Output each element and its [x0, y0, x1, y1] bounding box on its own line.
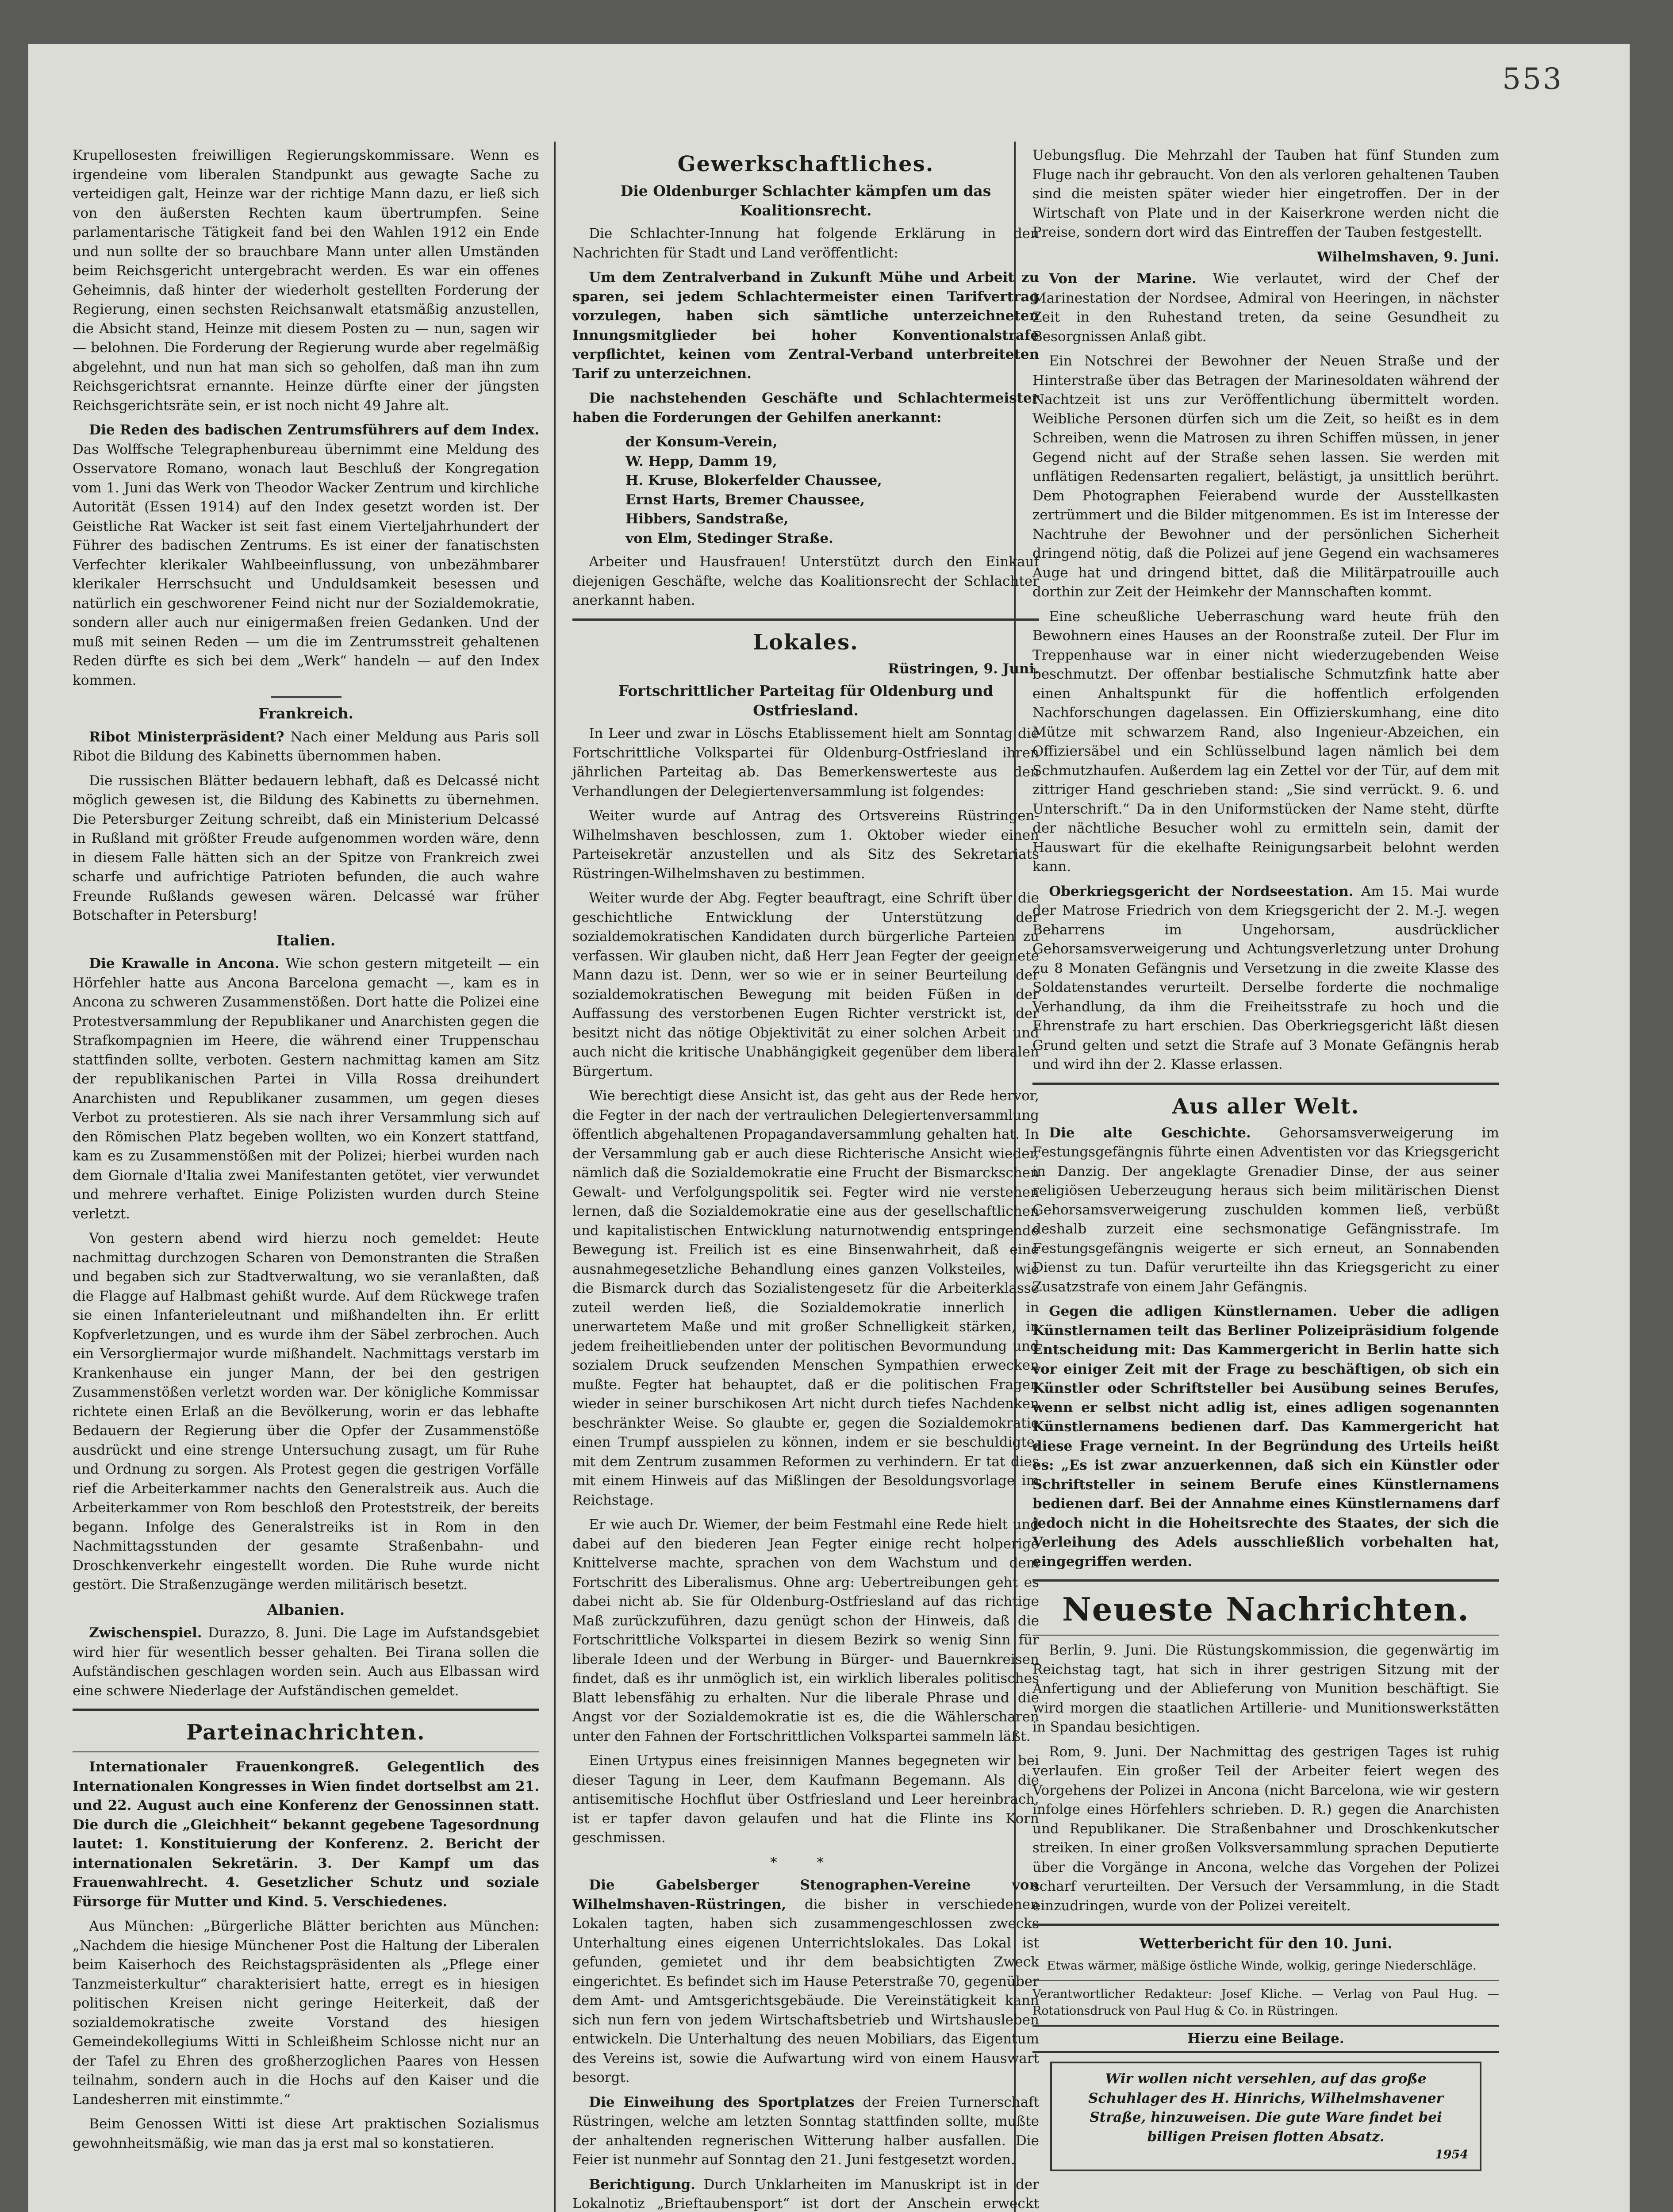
alte-geschichte-text: Gehorsamsverweigerung im Festungsgefängnis führte einen Adventisten vor das Kriegsgericht in Danzig. Der angeklagte Grenadier Dinse, der aus seiner religiösen Ueberzeugung heraus sich beim militärischen Dienst Gehorsamsverweigerung zuschulden kommen ließ, verbüßt deshalb zurzeit eine sechsmonatige Gefängnisstrafe. Im Festungsgefängnis weigerte er sich erneut, an Sonnabenden Dienst zu tun. Dafür verurteilte ihn das Kriegsgericht zu einer Zusatzstrafe von einem Jahr Gefängnis.	[1032, 1125, 1499, 1295]
imprint: Verantwortlicher Redakteur: Josef Kliche. — Verlag von Paul Hug. — Rotationsdruck von Paul Hug & Co. in Rüstringen.	[1032, 1987, 1499, 2018]
list-item: W. Hepp, Damm 19,	[625, 453, 777, 469]
frankreich-text-1: Nach einer Meldung aus Paris soll Ribot die Bildung des Kabinetts übernommen haben.	[73, 729, 539, 764]
frauenkongress-headline: Internationaler Frauenkongreß.	[89, 1759, 359, 1775]
wetter-headline: Wetterbericht für den 10. Juni.	[1139, 1935, 1393, 1952]
gewerk-text-1: Die Schlachter-Innung hat folgende Erklärung in den Nachrichten für Stadt und Land veröffentlicht:	[572, 226, 1039, 261]
divider	[271, 696, 342, 698]
shop-list	[625, 433, 1039, 548]
berichtigung-headline: Berichtigung.	[589, 2176, 695, 2193]
wilhelmshaven-dateline: Wilhelmshaven, 9. Juni.	[1316, 249, 1499, 265]
section-rule	[73, 1709, 539, 1711]
list-item: der Konsum-Verein,	[625, 434, 778, 450]
page-number: 553	[1502, 62, 1563, 96]
gewerk-text-2: Die nachstehenden Geschäfte und Schlachtermeister haben die Forderungen der Gehilfen anerkannt:	[572, 390, 1039, 426]
section-rule	[1032, 1980, 1499, 1981]
berlin-text: Berlin, 9. Juni. Die Rüstungskommission, die gegenwärtig im Reichstag tagt, hat sich in ihrer gestrigen Sitzung mit der Anfertigung und der Ablieferung von Munition beschäftigt. Sie wird morgen die staatlichen Artillerie- und Munitionswerkstätten in Spandau besichtigen.	[1032, 1642, 1499, 1735]
italien-headline: Die Krawalle in Ancona.	[89, 956, 280, 972]
sportplatz-headline: Die Einweihung des Sportplatzes	[589, 2094, 855, 2110]
section-rule	[1032, 1083, 1499, 1085]
lokales-text-6: Einen Urtypus eines freisinnigen Mannes begegneten wir bei dieser Tagung in Leer, dem Kaufmann Begemann. Als die antisemitische Hochflut über Ostfriesland und Leer hereinbrach, ist er tapfer davon gelaufen und hat die Flinte ins Korn geschmissen.	[572, 1753, 1039, 1846]
albanien-headline: Zwischenspiel.	[89, 1625, 202, 1641]
section-rule	[1032, 1635, 1499, 1636]
wetter-text: Etwas wärmer, mäßige östliche Winde, wolkig, geringe Niederschläge.	[1047, 1959, 1477, 1973]
gabelsberger-headline: Die Gabelsberger Stenographen-Vereine von Wilhelmshaven-Rüstringen,	[572, 1877, 1039, 1912]
lokales-headline: Fortschrittlicher Parteitag für Oldenburg und Ostfriesland.	[618, 682, 994, 719]
lokales-text-1: In Leer und zwar in Löschs Etablissement hielt am Sonntag die Fortschrittliche Volkspartei für Oldenburg-Ostfriesland ihren jährlichen Parteitag ab. Das Bemerkenswerteste aus den Verhandlungen der Delegiertenversammlung ist folgendes:	[572, 726, 1039, 799]
advertisement-text: Wir wollen nicht versehlen, auf das große Schuhlager des H. Hinrichs, Wilhelmshavener Straße, hinzuweisen. Die gute Ware findet bei billigen Preisen flotten Absatz.	[1088, 2071, 1444, 2145]
newspaper-page	[28, 44, 1630, 2212]
lokales-text-3: Weiter wurde der Abg. Fegter beauftragt, eine Schrift über die geschichtliche Entwicklung der Unterstützung der sozialdemokratischen Kandidaten durch bürgerliche Parteien zu verfassen. Wir glauben nicht, daß Herr Jean Fegter der geeignete Mann dazu ist. Denn, wer so wie er in seiner Beurteilung der sozialdemokratischen Bewegung mit beiden Füßen in der Auffassung des verstorbenen Eugen Richter verstrickt ist, der besitzt nicht das nötige Objektivität zu einer solchen Arbeit und auch nicht die kritische Unabhängigkeit gegenüber dem liberalen Bürgertum.	[572, 890, 1039, 1079]
albanien-title: Albanien.	[267, 1601, 345, 1618]
berichtigung-text: Durch Unklarheiten im Manuskript ist in der Lokalnotiz „Brieftaubensport“ ist dort der Anschein erweckt	[572, 2176, 1039, 2212]
frauenkongress-text: Gelegentlich des Internationalen Kongresses in Wien findet dortselbst am 21. und 22. August auch eine Konferenz der Genossinnen statt. Die durch die „Gleichheit“ bekannt gegebene Tagesordnung lautet: 1. Konstituierung der Konferenz. 2. Bericht der internationalen Sekretärin. 3. Der Kampf um das Frauenwahlrecht. 4. Gesetzlicher Schutz und soziale Fürsorge für Mutter und Kind. 5. Verschiedenes.	[73, 1759, 539, 1910]
frankreich-headline: Ribot Ministerpräsident?	[89, 729, 284, 745]
italien-text-2: Von gestern abend wird hierzu noch gemeldet: Heute nachmittag durchzogen Scharen von Demonstranten die Straßen und begaben sich zur Stadtverwaltung, wo sie veranlaßten, daß die Flagge auf Halbmast gehißt wurde. Auf dem Rückwege trafen sie einen Infanterieleutnant und mißhandelten ihn. Er erlitt Kopfverletzungen, und es wurde ihm der Säbel zerbrochen. Auch ein Versorgliermajor wurde mißhandelt. Nachmittags verstarb im Krankenhause ein junger Mann, der bei den gestrigen Zusammenstößen verletzt worden war. Der königliche Kommissar richtete einen Erlaß an die Bevölkerung, worin er das lebhafte Bedauern der Regierung über die Opfer der Zusammenstöße ausdrückt und eine strenge Untersuchung zusagt, um für Ruhe und Ordnung zu sorgen. Als Protest gegen die gestrigen Vorfälle rief die Arbeiterkammer nachts den Generalstreik aus. Auch die Arbeiterkammer von Rom beschloß den Proteststreik, der bereits begann. Infolge des Generalstreiks ist in Rom in den Nachmittagsstunden der gesamte Straßenbahn- und Droschkenverkehr eingestellt worden. Die Ruhe wurde nicht gestört. Die Straßenzugänge werden militärisch besetzt.	[73, 1230, 539, 1593]
list-item: H. Kruse, Blokerfelder Chaussee,	[625, 472, 882, 488]
adlige-text: Ueber die adligen Künstlernamen teilt das Berliner Polizeipräsidium folgende Entscheidung mit: Das Kammergericht in Berlin hatte sich vor einiger Zeit mit der Frage zu beschäftigen, ob sich ein Künstler oder Schriftsteller bei Ausübung seines Berufes, wenn er selbst nicht adlig ist, eines adligen sogenannten Künstlernamens bedienen darf. Das Kammergericht hat diese Frage verneint. In der Begründung des Urteils heißt es: „Es ist zwar anzuerkennen, daß sich ein Künstler oder Schriftsteller in seinem Berufe eines Künstlernamens bedienen darf. Bei der Annahme eines Künstlernamens darf jedoch nicht in die Hoheitsrechte des Staates, der sich die Verleihung des Adels ausschließlich vorbehalten hat, eingegriffen werden.	[1032, 1303, 1499, 1570]
column-2	[572, 146, 1039, 2212]
oberkriegsgericht-headline: Oberkriegsgericht der Nordseestation.	[1049, 883, 1354, 899]
frankreich-title: Frankreich.	[258, 705, 353, 722]
albanien-text: Durazzo, 8. Juni. Die Lage im Aufstandsgebiet wird hier für wesentlich besser gehalten. Bei Tirana sollen die Aufständischen geschlagen worden sein. Auch aus Elbassan wird eine schwere Niederlage der Aufständischen gemeldet.	[73, 1625, 539, 1699]
frankreich-text-2: Die russischen Blätter bedauern lebhaft, daß es Delcassé nicht möglich gewesen ist, die Bildung des Kabinetts zu übernehmen. Die Petersburger Zeitung schreibt, daß ein Ministerium Delcassé in Rußland mit größter Freude aufgenommen worden wäre, denn in diesem Falle hätten sich an der Spitze von Frankreich zwei scharfe und aufrichtige Patrioten befunden, die auch wahre Freunde Rußlands gewesen wären. Delcassé war früher Botschafter in Petersburg!	[73, 772, 539, 923]
neueste-section-title: Neueste Nachrichten.	[1062, 1590, 1470, 1628]
ueberraschung-text: Eine scheußliche Ueberraschung ward heute früh den Bewohnern eines Hauses an der Roonstraße zuteil. Der Flur im Treppenhause war in einer nicht wiederzugebenden Weise beschmutzt. Der offenbar bestialische Schmutzfink hatte aber einen Anhaltspunkt für die hoffentlich erfolgenden Nachforschungen dagelassen. Ein Offizierskumhang, eine dito Mütze mit schwarzem Rand, also Ingenieur-Abzeichen, ein Offiziersäbel und ein Schlüsselbund lagen nämlich bei dem Schmutzhaufen. Außerdem lag ein Zettel vor der Tür, auf dem mit zittriger Hand geschrieben stand: „Sie sind verrückt. 9. 6. und Unterschrift.“ Da in den Uniformstücken der Name steht, dürfte der nächtliche Besucher wohl zu ermitteln sein, damit der Hauswart für die ekelhafte Reinigungsarbeit belohnt werden kann.	[1032, 608, 1499, 875]
notschrei-text: Ein Notschrei der Bewohner der Neuen Straße und der Hinterstraße über das Betragen der Marinesoldaten während der Nachtzeit ist uns zur Veröffentlichung übermittelt worden. Weibliche Personen dürfen sich um die Zeit, so heißt es in dem Schreiben, wenn die Matrosen zu ihren Schiffen müssen, in jener Gegend nicht auf der Straße sehen lassen. Sie werden mit unflätigen Redensarten regaliert, belästigt, ja unsittlich berührt. Dem Photographen Feierabend wurde der Ausstellkasten zertrümmert und die Bilder mitgenommen. Es ist im Interesse der Nachtruhe der Bewohner und der persönlichen Sicherheit dringend nötig, daß die Polizei auf jene Gegend ein wachsameres Auge hat und dringend bittet, daß die Militärpatrouille auch dorthin zur Zeit der Heimkehr der Mannschaften kommt.	[1032, 353, 1499, 600]
list-item: von Elm, Stedinger Straße.	[625, 530, 833, 546]
baden-text: Das Wolffsche Telegraphenbureau übernimmt eine Meldung des Osservatore Romano, wonach laut Beschluß der Kongregation vom 1. Juni das Werk von Theodor Wacker Zentrum und kirchliche Autorität (Essen 1914) auf den Index gesetzt worden ist. Der Geistliche Rat Wacker ist seit fast einem Vierteljahrhundert der Führer des badischen Zentrums. Es ist einer der fanatischsten Verfechter klerikaler Wahlbeeinflussung, von unbezähmbarer klerikaler Herrschsucht und Unduldsamkeit besessen und natürlich ein geschworener Feind nicht nur der Sozialdemokratie, sondern aller auch nur einigermaßen freien Gedanken. Und der muß mit seinen Reden — um die im Zentrumsstreit gehaltenen Reden dürfte es sich bei dem „Werk“ handeln — auf den Index kommen.	[73, 441, 539, 688]
list-item: Ernst Harts, Bremer Chaussee,	[625, 492, 865, 508]
list-item: Hibbers, Sandstraße,	[625, 511, 789, 527]
baden-headline: Die Reden des badischen Zentrumsführers auf dem Index.	[89, 422, 539, 438]
lokales-text-4: Wie berechtigt diese Ansicht ist, das geht aus der Rede hervor, die Fegter in der nach der vertraulichen Delegiertenversammlung öffentlich abgehaltenen Propagandaversammlung gehalten hat. In der Versammlung gab er auch diese Richterische Ansicht wieder, nämlich daß die Sozialdemokratie eine Frucht der Bismarckschen Gewalt- und Verfolgungspolitik sei. Fegter wird nie verstehen lernen, daß die Sozialdemokratie eine aus der gesellschaftlichen und kapitalistischen Entwicklung naturnotwendig entspringende Bewegung ist. Freilich ist es eine Binsenwahrheit, daß eine ausnahmegesetzliche Behandlung eines ganzen Volksteiles, wie die Bismarck durch das Sozialistengesetz für die Arbeiterklasse zuteil werden ließ, die Sozialdemokratie innerlich in unerwartetem Maße und mit großer Schnelligkeit stärken, in jedem freiheitliebenden unter der politischen Bevormundung und sozialem Druck seufzenden Menschen Sympathien erwecken mußte. Fegter hat behauptet, daß er die politischen Fragen wieder in seiner burschikosen Art nicht durch tiefes Nachdenken beschränkter Weise. So glaubte er, gegen die Sozialdemokratie einen Trumpf ausspielen zu können, indem er sie beschuldigte, mit dem Zentrum zusammen Reformen zu verhindern. Er tat dies mit einem Hinweis auf das Mißlingen der Besoldungsvorlage im Reichstage.	[572, 1088, 1039, 1508]
gewerk-text-3: Arbeiter und Hausfrauen! Unterstützt durch den Einkauf diejenigen Geschäfte, welche das Koalitionsrecht der Schlachter anerkannt haben.	[572, 554, 1039, 608]
sportplatz-text: der Freien Turnerschaft Rüstringen, welche am letzten Sonntag stattfinden sollte, mußte der anhaltenden regnerischen Witterung halber ausfallen. Die Feier ist nunmehr auf Sonntag den 21. Juni festgesetzt worden.	[572, 2094, 1039, 2168]
advertisement-number: 1954	[1435, 2148, 1468, 2162]
section-rule	[73, 1751, 539, 1752]
marine-headline: Von der Marine.	[1049, 271, 1197, 287]
alte-geschichte-headline: Die alte Geschichte.	[1049, 1125, 1251, 1141]
oberkriegsgericht-text: Am 15. Mai wurde der Matrose Friedrich von dem Kriegsgericht der 2. M.-J. wegen Beharrens im Ungehorsam, ausdrücklicher Gehorsamsverweigerung und Achtungsverletzung unter Drohung zu 8 Monaten Gefängnis und Versetzung in die zweite Klasse des Soldatenstandes verurteilt. Derselbe forderte die nochmalige Verhandlung, da ihm die Freiheitsstrafe zu hoch und die Ehrenstrafe zu hart erschien. Das Oberkriegsgericht läßt diesen Grund gelten und setzt die Strafe auf 3 Monate Gefängnis herab und wird ihn der 2. Klasse erlassen.	[1032, 883, 1499, 1072]
lokales-section-title: Lokales.	[753, 630, 859, 655]
lokales-text-5: Er wie auch Dr. Wiemer, der beim Festmahl eine Rede hielt und dabei auf den biederen Jean Fegter einige recht holperige Knittelverse machte, sprachen von dem Wachstum und dem Fortschritt des Liberalismus. Ohne arg: Uebertreibungen geht es dabei nicht ab. Sie für Oldenburg-Ostfriesland auf das richtige Maß zurückzuführen, dazu genügt schon der Hinweis, daß die Fortschrittliche Volkspartei in diesem Bezirk so wenig Sinn für liberale Ideen und der Werbung in Bürger- und Bauernkreisen findet, daß es ihr unmöglich ist, ein wirklich liberales politisches Blatt lebensfähig zu erhalten. Nur die liberale Phrase und die Angst vor der Sozialdemokratie ist es, die die Wählerscharen unter den Fahnen der Fortschrittlichen Volkspartei sammeln läßt.	[572, 1517, 1039, 1744]
italien-text-1: Wie schon gestern mitgeteilt — ein Hörfehler hatte aus Ancona Barcelona gemacht —, kam es in Ancona zu schweren Zusammenstößen. Dort hatte die Polizei eine Protestversammlung der Republikaner und Anarchisten gegen die Strafkompagnien im Heere, die während einer Truppenschau stattfinden sollte, verboten. Gestern nachmittag kamen am Sitz der republikanischen Partei in Villa Rossa dreihundert Anarchisten und Republikaner zusammen, um gegen dieses Verbot zu protestieren. Als sie nach ihrer Versammlung sich auf den Römischen Platz begeben wollten, wo ein Konzert stattfand, kam es zu Zusammenstößen mit der Polizei; hierbei wurden nach dem Giornale d'Italia zwei Manifestanten getötet, vier verwundet und mehrere verhaftet. Einige Polizisten wurden durch Steine verletzt.	[73, 956, 540, 1222]
aller-welt-section-title: Aus aller Welt.	[1172, 1094, 1360, 1119]
column-1	[73, 146, 539, 2158]
column-3	[1032, 146, 1499, 2180]
partei-section-title: Parteinachrichten.	[186, 1720, 426, 1745]
adlige-headline: Gegen die adligen Künstlernamen.	[1049, 1303, 1338, 1319]
advertisement-box	[1050, 2062, 1481, 2171]
section-rule	[572, 618, 1039, 621]
muenchen-tail: Beim Genossen Witti ist diese Art praktischen Sozialismus gewohnheitsmäßig, wie man das ja erst mal so konstatieren.	[73, 2116, 539, 2151]
column-divider	[554, 142, 556, 2212]
rom-text: Rom, 9. Juni. Der Nachmittag des gestrigen Tages ist ruhig verlaufen. Ein großer Teil der Arbeiter feiert wegen des Vorgehens der Polizei in Ancona (nicht Barcelona, wie wir gestern infolge eines Hörfehlers schrieben. D. R.) gegen die Anarchisten und Republikaner. Die Straßenbahner und Droschkenkutscher streiken. In einer großen Volksversammlung sprachen Deputierte über die Vorgänge in Ancona, welche das Vorgehen der Polizei scharf verurteilten. Der Versuch der Versammlung, in die Stadt einzudringen, wurde von der Polizei vereitelt.	[1032, 1743, 1499, 1914]
heinze-article: Krupellosesten freiwilligen Regierungskommissare. Wenn es irgendeine vom liberalen Standpunkt aus gewagte Sache zu verteidigen galt, Heinze war der richtige Mann dazu, er ließ sich von den äußersten Rechten kaum übertrumpfen. Seine parlamentarische Tätigkeit fand bei den Wahlen 1912 ein Ende und nun sollte der so brauchbare Mann unter allen Umständen beim Reichsgericht untergebracht werden. Es war ein offenes Geheimnis, daß hinter der wiederholt gestellten Forderung der Regierung, einen sechsten Reichsanwalt etatsmäßig anzustellen, die Absicht stand, Heinze mit diesem Posten zu — nun, sagen wir — belohnen. Die Forderung der Regierung wurde aber regelmäßig abgelehnt, und nun hat man sich so geholfen, daß man ihn zum Reichsgerichtsrat ernannte. Heinze dürfte einer der jüngsten Reichsgerichtsräte sein, er ist noch nicht 49 Jahre alt.	[73, 147, 539, 414]
section-rule	[1032, 1924, 1499, 1926]
section-rule	[1032, 1579, 1499, 1582]
gabelsberger-text: die bisher in verschiedenen Lokalen tagten, haben sich zusammengeschlossen zwecks Unterhaltung eines eigenen Unterrichtslokales. Das Lokal ist gefunden, gemietet und ihr dem beabsichtigten Zweck eingerichtet. Es befindet sich im Hause Peterstraße 70, gegenüber dem Amt- und Amtsgerichtsgebäude. Die Vereinstätigkeit kann sich nun fern von jedem Wirtschaftsbetrieb und Wirtshausleben entwickeln. Die Unterhaltung des neuen Mobiliars, das Eigentum des Vereins ist, sowie die Aufwartung wird von einem Hauswart besorgt.	[572, 1896, 1039, 2085]
muenchen-text: Aus München: „Bürgerliche Blätter berichten aus München: „Nachdem die hiesige Münchener Post die Haltung der Liberalen beim Kaiserhoch des Reichstagspräsidenten als „Pflege einer Tanzmeisterkultur“ charakterisiert hatte, erregt es in hiesigen politischen Kreisen nicht geringe Heiterkeit, daß der sozialdemokratische zweite Vorstand des hiesigen Gemeindekollegiums Witti in Schleißheim Schlosse nicht nur an der Tafel zu Ehren des großherzoglichen Paares von Hessen teilnahm, sondern auch in die Hochs auf den Kaiser und die Landesherren mit einstimmte.“	[73, 1918, 539, 2108]
lokales-dateline: Rüstringen, 9. Juni.	[888, 661, 1039, 677]
lokales-text-2: Weiter wurde auf Antrag des Ortsvereins Rüstringen-Wilhelmshaven beschlossen, zum 1. Oktober wieder einen Parteisekretär anzustellen und als Sitz des Sekretariats Rüstringen-Wilhelmshaven zu bestimmen.	[572, 808, 1039, 882]
gewerk-quote: Um dem Zentralverband in Zukunft Mühe und Arbeit zu sparen, sei jedem Schlachtermeister einen Tarifvertrag vorzulegen, haben sich sämtliche unterzeichneten Innungsmitglieder bei hoher Konventionalstrafe verpflichtet, keinen vom Zentral-Verband unterbreiteten Tarif zu unterzeichnen.	[572, 269, 1039, 382]
gewerk-headline: Die Oldenburger Schlachter kämpfen um das Koalitionsrecht.	[620, 182, 991, 219]
italien-title: Italien.	[276, 931, 336, 949]
tauben-text: Uebungsflug. Die Mehrzahl der Tauben hat fünf Stunden zum Fluge nach ihr gebraucht. Von den als verloren gehaltenen Tauben sind die meisten später wieder hier eingetroffen. Der in der Wirtschaft von Plate und in der Kaiserkrone werden nicht die Preise, sondern dort wird das Eintreffen der Tauben festgestellt.	[1032, 147, 1499, 240]
marine-text: Wie verlautet, wird der Chef der Marinestation der Nordsee, Admiral von Heeringen, in nächster Zeit in den Ruhestand treten, da seine Gesundheit zu Besorgnissen Anlaß gibt.	[1032, 271, 1499, 345]
beilage-notice: Hierzu eine Beilage.	[1032, 2025, 1499, 2053]
gewerk-section-title: Gewerkschaftliches.	[677, 152, 934, 177]
separator-stars: * *	[770, 1854, 841, 1870]
